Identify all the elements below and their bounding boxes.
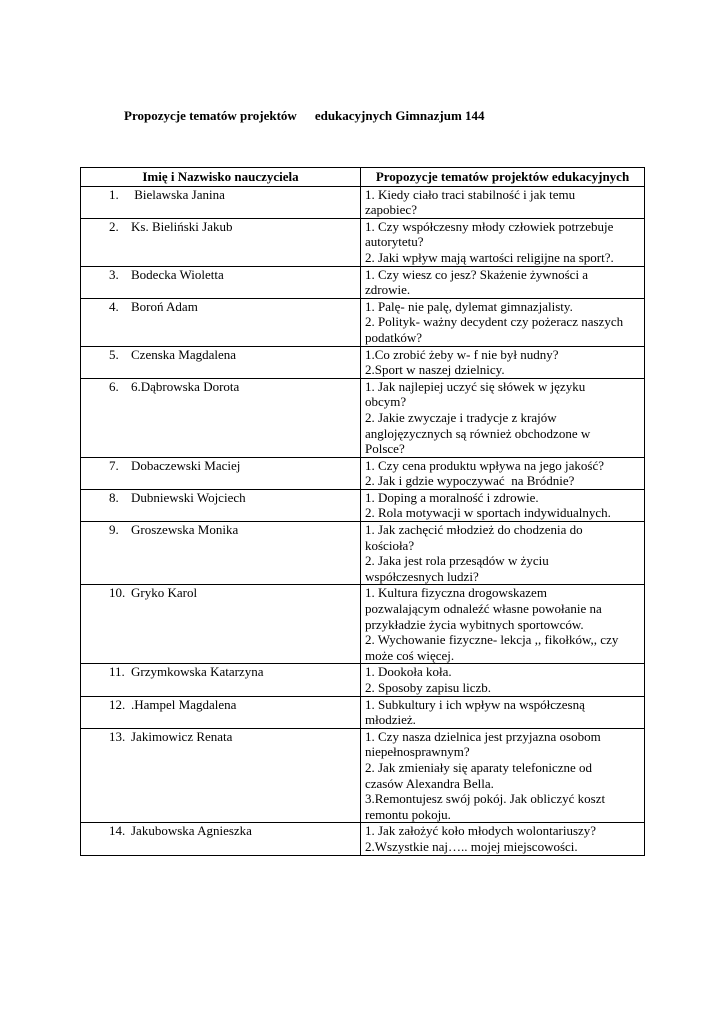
header-project-topics: Propozycje tematów projektów edukacyjnych: [361, 168, 645, 187]
teacher-name: Groszewska Monika: [131, 522, 239, 538]
row-number: 8.: [109, 489, 119, 505]
teacher-cell: [81, 186, 361, 218]
topics-cell: [361, 696, 645, 728]
topic-line: 2. Jak i gdzie wypoczywać na Bródnie?: [365, 473, 575, 489]
teacher-cell: [81, 585, 361, 664]
teacher-cell: [81, 823, 361, 855]
topic-line: 2.Sport w naszej dzielnicy.: [365, 362, 505, 378]
teacher-name: Grzymkowska Katarzyna: [131, 664, 264, 680]
topic-line: Polsce?: [365, 441, 405, 457]
table-header-row: [81, 168, 645, 187]
topics-cell: [361, 218, 645, 266]
table-row: [81, 585, 645, 664]
topic-line: 1.Co zrobić żeby w- f nie był nudny?: [365, 346, 559, 362]
teacher-name: Ks. Bieliński Jakub: [131, 218, 233, 234]
row-number: 14.: [109, 823, 126, 839]
topic-line: czasów Alexandra Bella.: [365, 775, 494, 791]
topic-line: 1. Jak założyć koło młodych wolontariuszy?: [365, 823, 597, 839]
row-number: 7.: [109, 457, 119, 473]
topics-cell: [361, 664, 645, 696]
table-row: [81, 346, 645, 378]
topic-line: anglojęzycznych są również obchodzone w: [365, 425, 591, 441]
topic-line: 1. Subkultury i ich wpływ na współczesną: [365, 696, 585, 712]
table-row: [81, 522, 645, 585]
topics-cell: [361, 489, 645, 521]
topic-line: 2. Rola motywacji w sportach indywidualnych.: [365, 505, 611, 521]
teacher-name: Gryko Karol: [131, 585, 198, 601]
row-number: 9.: [109, 522, 119, 538]
teacher-cell: [81, 664, 361, 696]
teacher-cell: [81, 266, 361, 298]
topic-line: 1. Jak najlepiej uczyć się słówek w języku: [365, 378, 586, 394]
topic-line: pozwalającym odnaleźć własne powołanie na: [365, 601, 602, 617]
topic-line: 1. Kultura fizyczna drogowskazem: [365, 585, 547, 601]
row-number: 6.: [109, 378, 119, 394]
topic-line: autorytetu?: [365, 234, 424, 250]
topics-cell: [361, 378, 645, 457]
topic-line: podatków?: [365, 329, 423, 345]
topic-line: zapobiec?: [365, 202, 417, 218]
topic-line: 1. Czy nasza dzielnica jest przyjazna osobom: [365, 728, 601, 744]
topic-line: 2. Jaka jest rola przesądów w życiu: [365, 553, 549, 569]
row-number: 4.: [109, 298, 119, 314]
topics-cell: [361, 823, 645, 855]
teacher-cell: [81, 218, 361, 266]
topic-line: 2. Jak zmieniały się aparaty telefoniczne od: [365, 759, 593, 775]
projects-table: [80, 167, 645, 856]
table-row: [81, 457, 645, 489]
topic-line: 3.Remontujesz swój pokój. Jak obliczyć koszt: [365, 791, 606, 807]
table-row: [81, 218, 645, 266]
teacher-cell: [81, 346, 361, 378]
teacher-name: Dobaczewski Maciej: [131, 457, 241, 473]
teacher-cell: [81, 522, 361, 585]
topics-cell: [361, 298, 645, 346]
teacher-name: Dubniewski Wojciech: [131, 489, 246, 505]
teacher-name: Czenska Magdalena: [131, 346, 237, 362]
topic-line: 1. Czy cena produktu wpływa na jego jakość?: [365, 457, 604, 473]
row-number: 10.: [109, 585, 126, 601]
row-number: 3.: [109, 266, 119, 282]
teacher-name: Boroń Adam: [131, 298, 198, 314]
teacher-cell: [81, 696, 361, 728]
teacher-name: Jakimowicz Renata: [131, 728, 233, 744]
table-body: [81, 186, 645, 855]
teacher-cell: [81, 728, 361, 823]
table-row: [81, 664, 645, 696]
teacher-cell: [81, 378, 361, 457]
teacher-name: Jakubowska Agnieszka: [131, 823, 252, 839]
page-title: [124, 108, 485, 124]
topic-line: 2. Sposoby zapisu liczb.: [365, 680, 492, 695]
row-number: 5.: [109, 346, 119, 362]
topic-line: 2. Jaki wpływ mają wartości religijne na sport?.: [365, 249, 614, 265]
topics-cell: [361, 266, 645, 298]
topic-line: młodzież.: [365, 712, 416, 728]
topic-line: 2.Wszystkie naj….. mojej miejscowości.: [365, 838, 578, 854]
topic-line: 1. Dookoła koła.: [365, 664, 452, 680]
topic-line: współczesnych ludzi?: [365, 568, 479, 584]
page-title-part1: Propozycje tematów projektów: [124, 108, 297, 123]
topics-cell: [361, 522, 645, 585]
row-number: 11.: [109, 664, 125, 680]
table-row: [81, 186, 645, 218]
table-row: [81, 298, 645, 346]
topic-line: 1. Czy współczesny młody człowiek potrzebuje: [365, 218, 614, 234]
topics-cell: [361, 346, 645, 378]
topic-line: kościoła?: [365, 537, 415, 553]
teacher-name: Bodecka Wioletta: [131, 266, 224, 282]
table-row: [81, 823, 645, 855]
topic-line: 1. Jak zachęcić młodzież do chodzenia do: [365, 522, 583, 538]
teacher-cell: [81, 489, 361, 521]
teacher-name: 6.Dąbrowska Dorota: [131, 378, 240, 394]
table-row: [81, 378, 645, 457]
table-row: [81, 696, 645, 728]
teacher-name: .Hampel Magdalena: [131, 696, 237, 712]
row-number: 1.: [109, 186, 119, 202]
topic-line: 1. Doping a moralność i zdrowie.: [365, 489, 539, 505]
topic-line: niepełnosprawnym?: [365, 744, 470, 760]
teacher-name: Bielawska Janina: [131, 186, 225, 202]
topics-cell: [361, 728, 645, 823]
topic-line: 2. Jakie zwyczaje i tradycje z krajów: [365, 409, 557, 425]
topics-cell: [361, 457, 645, 489]
topics-cell: [361, 186, 645, 218]
topic-line: 2. Wychowanie fizyczne- lekcja ,, fikołków,, czy: [365, 632, 619, 648]
table-row: [81, 266, 645, 298]
page-title-part2: edukacyjnych Gimnazjum 144: [314, 108, 485, 123]
row-number: 12.: [109, 696, 126, 712]
topic-line: może coś więcej.: [365, 647, 455, 663]
topic-line: remontu pokoju.: [365, 806, 451, 822]
topics-cell: [361, 585, 645, 664]
row-number: 2.: [109, 218, 119, 234]
topic-line: 1. Kiedy ciało traci stabilność i jak temu: [365, 186, 576, 202]
header-teacher-name: Imię i Nazwisko nauczyciela: [81, 168, 361, 187]
topic-line: 2. Polityk- ważny decydent czy pożeracz naszych: [365, 314, 624, 330]
topic-line: 1. Palę- nie palę, dylemat gimnazjalisty.: [365, 298, 573, 314]
topic-line: 1. Czy wiesz co jesz? Skażenie żywności a: [365, 266, 589, 282]
topic-line: obcym?: [365, 394, 407, 410]
topic-line: zdrowie.: [365, 282, 411, 298]
topic-line: przykładzie życia wybitnych sportowców.: [365, 616, 584, 632]
teacher-cell: [81, 457, 361, 489]
table-row: [81, 489, 645, 521]
table-row: [81, 728, 645, 823]
teacher-cell: [81, 298, 361, 346]
row-number: 13.: [109, 728, 126, 744]
